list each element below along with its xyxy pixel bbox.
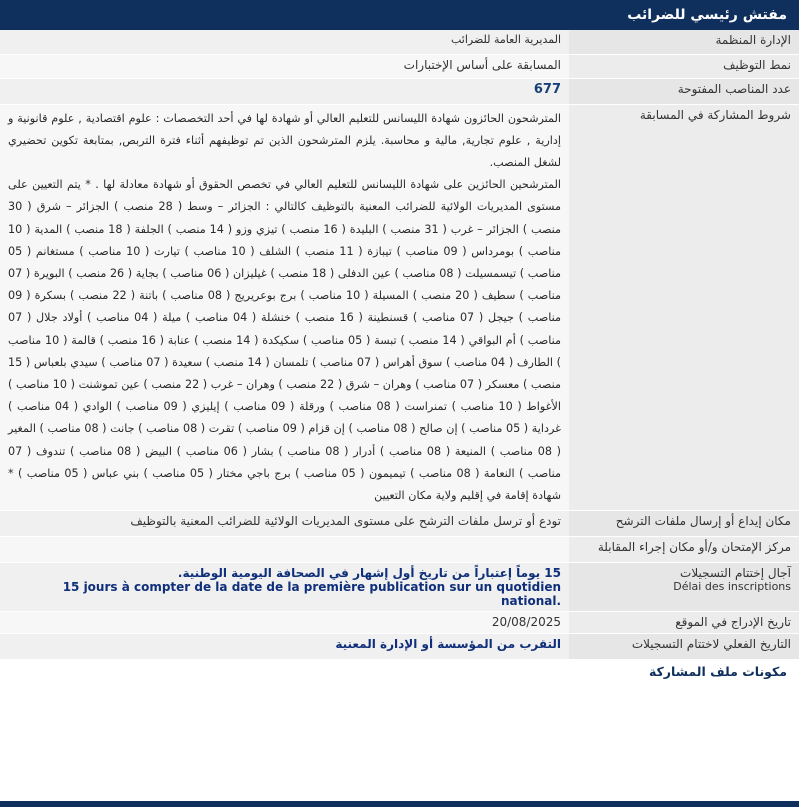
positions-count: 677 <box>533 81 561 97</box>
pattern-label: نمط التوظيف <box>569 54 799 78</box>
section-title-file-components: مكونات ملف المشاركة <box>648 664 787 680</box>
deadline-value-ar: 15 يوماً إعتباراً من تاريخ أول إشهار في الصحافة اليومية الوطنية. <box>177 566 561 581</box>
submission-value: تودع أو ترسل ملفات الترشح على مستوى المديريات الولائية للضرائب المعنية بالتوظيف <box>0 511 569 537</box>
pattern-value: المسابقة على أساس الإختبارات <box>0 54 569 78</box>
organizer-label: الإدارة المنظمة <box>569 30 799 54</box>
row-positions <box>0 78 799 104</box>
row-deadline <box>0 563 799 612</box>
deadline-label-fr: Délai des inscriptions <box>673 580 791 594</box>
row-posted-date <box>0 612 799 634</box>
row-submission <box>0 511 799 537</box>
page-title: مفتش رئيسي للضرائب <box>0 0 799 30</box>
conditions-paragraph-2: المترشحين الحائزين على شهادة الليسانس للتعليم العالي في تخصص الحقوق أو شهادة معادلة لها . * يتم التعيين على مستوى المديريات الولائية للضرائب المعنية بالتوظيف كالتالي : الجزائر – وسط ( 28 منصب ) الجزائر – شرق ( 30 منصب ) الجزائر – غرب ( 31 منصب ) البليدة ( 16 منصب ) تيزي وزو ( 14 منصب ) الجلفة ( 18 منصب ) المدية ( 10 مناصب ) بومرداس ( 09 مناصب ) تيبازة ( 11 منصب ) الشلف ( 10 مناصب ) تيارت ( 10 مناصب ) مستغانم ( 05 مناصب ) تيسمسيلت ( 08 مناصب ) عين الدفلى ( 18 منصب ) غيليزان ( 06 مناصب ) بجاية ( 26 منصب ) البويرة ( 07 مناصب ) سطيف ( 20 منصب ) المسيلة ( 10 مناصب ) برج بوعريريج ( 08 مناصب ) باتنة ( 22 منصب ) بسكرة ( 09 مناصب ) جيجل ( 07 مناصب ) قسنطينة ( 16 منصب ) خنشلة ( 04 مناصب ) ميلة ( 04 مناصب ) أولاد جلال ( 07 مناصب ) أم البواقي ( 14 منصب ) تبسة ( 05 مناصب ) سكيكدة ( 14 منصب ) عنابة ( 16 منصب ) قالمة ( 10 مناصب ) الطارف ( 04 مناصب ) سوق أهراس ( 07 مناصب ) تلمسان ( 14 منصب ) سعيدة ( 07 مناصب ) سيدي بلعباس ( 15 منصب ) معسكر ( 07 مناصب ) وهران – شرق ( 22 منصب ) وهران – غرب ( 22 منصب ) عين تموشنت ( 10 مناصب ) الأغواط ( 10 مناصب ) تمنراست ( 08 مناصب ) ورقلة ( 09 مناصب ) إيليزي ( 09 مناصب ) الوادي ( 04 مناصب ) غرداية ( 05 مناصب ) إن صالح ( 08 مناصب ) إن قزام ( 09 مناصب ) تقرت ( 08 مناصب ) جانت ( 08 مناصب ) المغير ( 08 مناصب ) المنيعة ( 08 مناصب ) أدرار ( 08 مناصب ) بشار ( 06 مناصب ) البيض ( 08 مناصب ) تندوف ( 07 مناصب ) النعامة ( 08 مناصب ) تيميمون ( 05 مناصب ) برج باجي مختار ( 05 مناصب ) بني عباس ( 05 مناصب ) * شهادة إقامة في إقليم ولاية مكان التعيين <box>8 178 562 502</box>
posted-date-label: تاريخ الإدراج في الموقع <box>569 612 799 634</box>
exam-center-label: مركز الإمتحان و/أو مكان إجراء المقابلة <box>569 537 799 563</box>
conditions-label: شروط المشاركة في المسابقة <box>569 104 799 511</box>
row-actual-close <box>0 634 799 660</box>
posted-date-value: 20/08/2025 <box>0 612 569 634</box>
submission-label: مكان إيداع أو إرسال ملفات الترشح <box>569 511 799 537</box>
exam-center-value <box>0 537 569 563</box>
deadline-label <box>569 563 799 612</box>
row-organizer <box>0 30 799 54</box>
positions-label: عدد المناصب المفتوحة <box>569 78 799 104</box>
actual-close-value: التقرب من المؤسسة أو الإدارة المعنية <box>0 634 569 660</box>
actual-close-label: التاريخ الفعلي لاختتام التسجيلات <box>569 634 799 660</box>
deadline-label-ar: آجال إختتام التسجيلات <box>680 566 791 581</box>
footer-bar <box>0 801 799 807</box>
conditions-paragraph-1: المترشحون الحائزون شهادة الليسانس للتعليم العالي أو شهادة لها في أحد التخصصات : علوم اقتصادية , علوم قانونية و إدارية , علوم تجارية, مالية و محاسبة. يلزم المترشحون الذين تم توظيفهم أثناء فترة التربص, بمتابعة تكوين تحضيري لشغل المنصب. <box>8 111 561 169</box>
deadline-value <box>0 563 569 612</box>
row-exam-center <box>0 537 799 563</box>
conditions-value <box>0 104 569 511</box>
job-info-table <box>0 30 799 660</box>
organizer-value: المديرية العامة للضرائب <box>0 30 569 54</box>
row-pattern <box>0 54 799 78</box>
row-conditions <box>0 104 799 511</box>
deadline-value-fr: 15 jours à compter de la date de la première publication sur un quotidien national. <box>62 580 561 609</box>
